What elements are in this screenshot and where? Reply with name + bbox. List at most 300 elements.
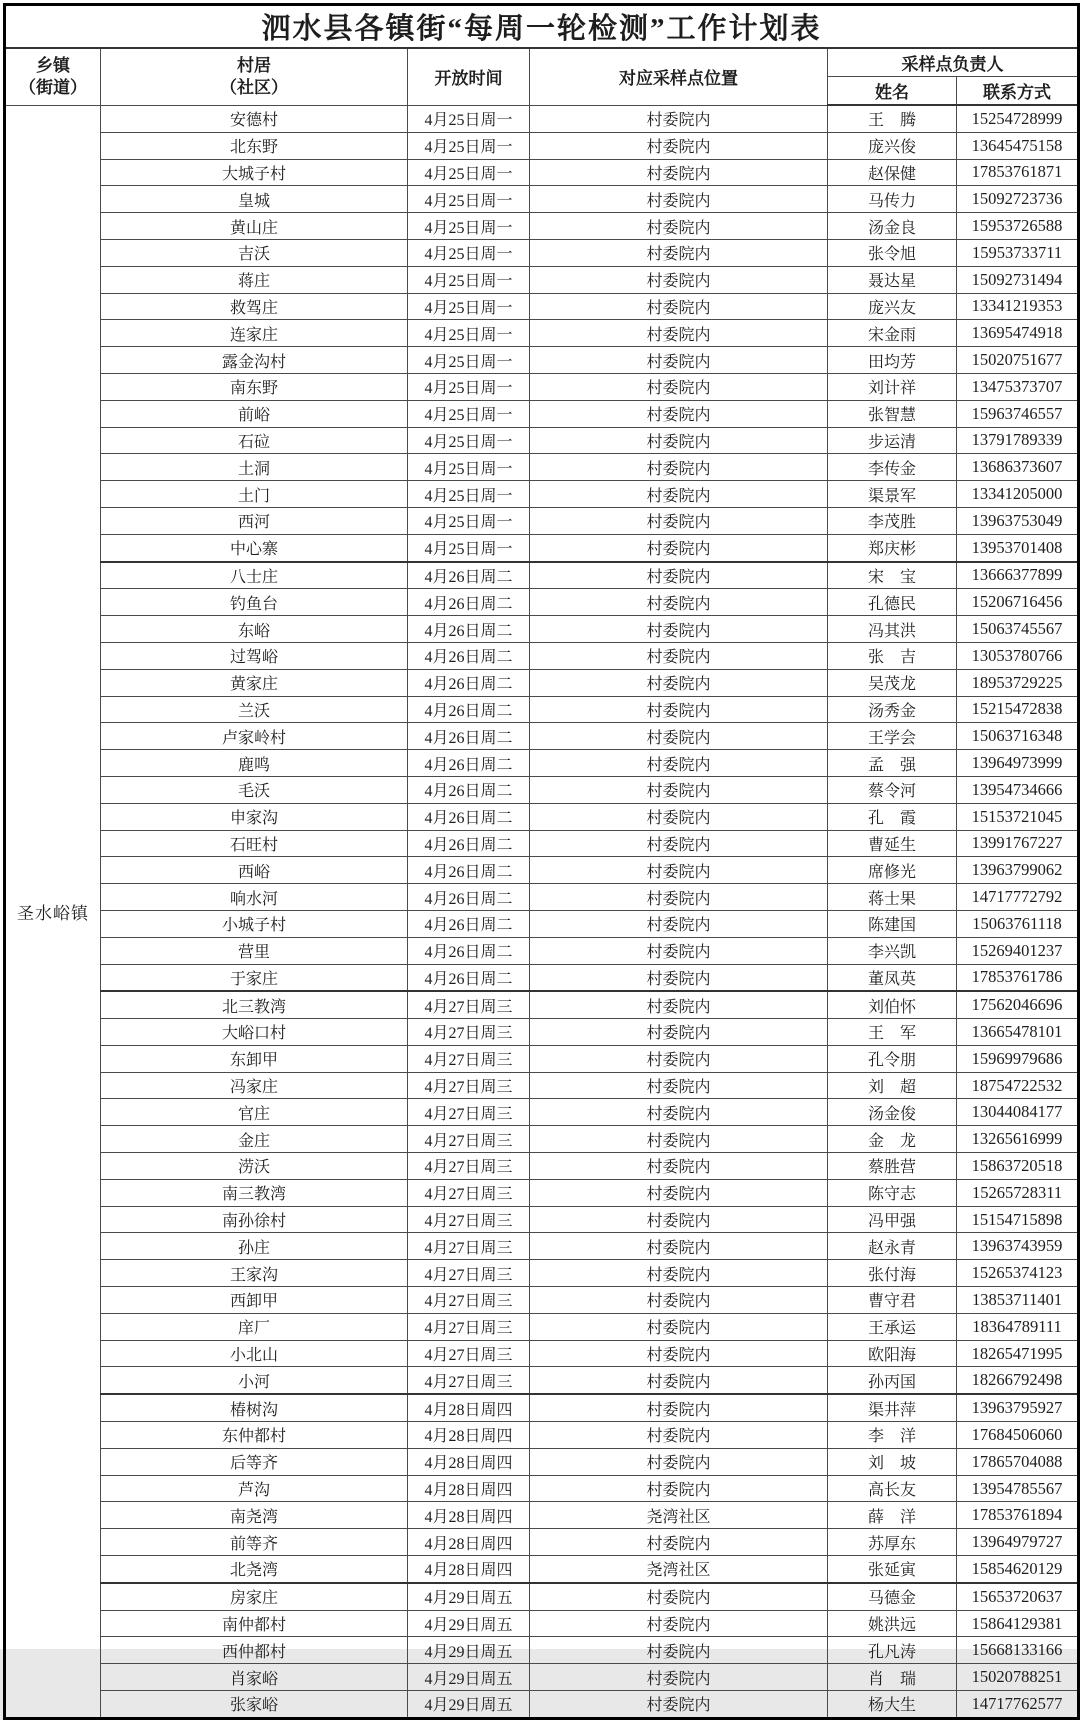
cell-leader-name: 刘计祥 <box>828 373 957 400</box>
cell-phone: 15063761118 <box>957 910 1079 937</box>
table-row <box>5 266 1079 293</box>
cell-phone: 15254728999 <box>957 105 1079 132</box>
cell-phone: 15265728311 <box>957 1179 1079 1206</box>
cell-open-time: 4月25日周一 <box>408 105 530 132</box>
cell-phone: 15953726588 <box>957 213 1079 240</box>
cell-village: 官庄 <box>101 1099 408 1126</box>
cell-phone: 15154715898 <box>957 1206 1079 1233</box>
table-row <box>5 1502 1079 1529</box>
cell-leader-name: 庞兴友 <box>828 293 957 320</box>
cell-phone: 13954734666 <box>957 776 1079 803</box>
cell-open-time: 4月25日周一 <box>408 347 530 374</box>
cell-phone: 15020751677 <box>957 347 1079 374</box>
cell-open-time: 4月26日周二 <box>408 910 530 937</box>
cell-location: 村委院内 <box>530 803 828 830</box>
cell-open-time: 4月26日周二 <box>408 723 530 750</box>
table-row <box>5 1664 1079 1691</box>
cell-village: 金庄 <box>101 1126 408 1153</box>
table-row <box>5 293 1079 320</box>
cell-location: 村委院内 <box>530 105 828 132</box>
cell-village: 皇城 <box>101 186 408 213</box>
table-row <box>5 910 1079 937</box>
cell-open-time: 4月25日周一 <box>408 454 530 481</box>
cell-phone: 17684506060 <box>957 1422 1079 1449</box>
cell-leader-name: 马德金 <box>828 1583 957 1610</box>
cell-phone: 15269401237 <box>957 937 1079 964</box>
cell-location: 村委院内 <box>530 750 828 777</box>
cell-location: 村委院内 <box>530 696 828 723</box>
cell-village: 房家庄 <box>101 1583 408 1610</box>
cell-leader-name: 李兴凯 <box>828 937 957 964</box>
cell-open-time: 4月28日周四 <box>408 1475 530 1502</box>
table-row <box>5 1367 1079 1394</box>
cell-leader-name: 孔凡涛 <box>828 1637 957 1664</box>
cell-village: 申家沟 <box>101 803 408 830</box>
table-row <box>5 589 1079 616</box>
cell-village: 西仲都村 <box>101 1637 408 1664</box>
cell-village: 过驾峪 <box>101 642 408 669</box>
cell-location: 村委院内 <box>530 642 828 669</box>
table-row <box>5 723 1079 750</box>
cell-village: 于家庄 <box>101 964 408 991</box>
table-row <box>5 507 1079 534</box>
cell-phone: 17865704088 <box>957 1448 1079 1475</box>
cell-phone: 13853711401 <box>957 1287 1079 1314</box>
cell-open-time: 4月26日周二 <box>408 616 530 643</box>
cell-leader-name: 欧阳海 <box>828 1340 957 1367</box>
table-row <box>5 159 1079 186</box>
cell-leader-name: 李传金 <box>828 454 957 481</box>
header-township <box>5 48 101 105</box>
cell-leader-name: 孟 强 <box>828 750 957 777</box>
cell-leader-name: 高长友 <box>828 1475 957 1502</box>
cell-leader-name: 蔡胜营 <box>828 1153 957 1180</box>
header-leader-group: 采样点负责人 <box>828 48 1079 77</box>
cell-open-time: 4月28日周四 <box>408 1448 530 1475</box>
cell-village: 小河 <box>101 1367 408 1394</box>
cell-location: 村委院内 <box>530 400 828 427</box>
cell-village: 东仲都村 <box>101 1422 408 1449</box>
cell-village: 椿树沟 <box>101 1394 408 1421</box>
cell-village: 南孙徐村 <box>101 1206 408 1233</box>
cell-open-time: 4月27日周三 <box>408 1126 530 1153</box>
table-row <box>5 400 1079 427</box>
cell-open-time: 4月26日周二 <box>408 803 530 830</box>
cell-location: 村委院内 <box>530 1529 828 1556</box>
cell-phone: 17853761871 <box>957 159 1079 186</box>
cell-village: 张家峪 <box>101 1691 408 1719</box>
cell-village: 大峪口村 <box>101 1019 408 1046</box>
cell-leader-name: 肖 瑞 <box>828 1664 957 1691</box>
cell-phone: 15020788251 <box>957 1664 1079 1691</box>
cell-location: 村委院内 <box>530 884 828 911</box>
cell-phone: 18364789111 <box>957 1313 1079 1340</box>
cell-leader-name: 步运清 <box>828 427 957 454</box>
cell-location: 村委院内 <box>530 1313 828 1340</box>
cell-leader-name: 汤金俊 <box>828 1099 957 1126</box>
table-row <box>5 857 1079 884</box>
cell-village: 毛沃 <box>101 776 408 803</box>
cell-location: 村委院内 <box>530 159 828 186</box>
table-row <box>5 803 1079 830</box>
schedule-table <box>3 3 1080 1720</box>
cell-village: 北三教湾 <box>101 991 408 1018</box>
table-row <box>5 1691 1079 1719</box>
table-row <box>5 991 1079 1018</box>
cell-leader-name: 张付海 <box>828 1260 957 1287</box>
cell-leader-name: 郑庆彬 <box>828 534 957 561</box>
cell-leader-name: 金 龙 <box>828 1126 957 1153</box>
cell-village: 营里 <box>101 937 408 964</box>
cell-open-time: 4月26日周二 <box>408 937 530 964</box>
cell-leader-name: 刘 坡 <box>828 1448 957 1475</box>
cell-leader-name: 赵永青 <box>828 1233 957 1260</box>
cell-village: 卢家岭村 <box>101 723 408 750</box>
cell-phone: 15206716456 <box>957 589 1079 616</box>
cell-village: 土门 <box>101 481 408 508</box>
cell-leader-name: 张 吉 <box>828 642 957 669</box>
cell-village: 石旺村 <box>101 830 408 857</box>
cell-open-time: 4月27日周三 <box>408 1072 530 1099</box>
cell-location: 村委院内 <box>530 1045 828 1072</box>
cell-village: 东卸甲 <box>101 1045 408 1072</box>
cell-village: 东峪 <box>101 616 408 643</box>
cell-location: 尧湾社区 <box>530 1556 828 1583</box>
header-village-line1: 村居 <box>237 55 271 75</box>
cell-leader-name: 陈守志 <box>828 1179 957 1206</box>
cell-open-time: 4月26日周二 <box>408 964 530 991</box>
table-row <box>5 696 1079 723</box>
cell-leader-name: 庞兴俊 <box>828 132 957 159</box>
cell-location: 村委院内 <box>530 213 828 240</box>
cell-village: 小北山 <box>101 1340 408 1367</box>
cell-phone: 13666377899 <box>957 562 1079 589</box>
cell-open-time: 4月26日周二 <box>408 589 530 616</box>
cell-location: 村委院内 <box>530 1072 828 1099</box>
cell-location: 村委院内 <box>530 1610 828 1637</box>
cell-open-time: 4月28日周四 <box>408 1556 530 1583</box>
cell-phone: 13991767227 <box>957 830 1079 857</box>
cell-location: 村委院内 <box>530 1153 828 1180</box>
header-row-top <box>5 48 1079 77</box>
cell-village: 南三教湾 <box>101 1179 408 1206</box>
cell-location: 村委院内 <box>530 1637 828 1664</box>
cell-open-time: 4月25日周一 <box>408 507 530 534</box>
cell-village: 西河 <box>101 507 408 534</box>
cell-open-time: 4月28日周四 <box>408 1394 530 1421</box>
cell-location: 村委院内 <box>530 1583 828 1610</box>
cell-village: 南仲都村 <box>101 1610 408 1637</box>
cell-leader-name: 吴茂龙 <box>828 669 957 696</box>
cell-location: 村委院内 <box>530 910 828 937</box>
cell-leader-name: 孙丙国 <box>828 1367 957 1394</box>
cell-open-time: 4月29日周五 <box>408 1610 530 1637</box>
cell-open-time: 4月26日周二 <box>408 642 530 669</box>
cell-village: 露金沟村 <box>101 347 408 374</box>
table-row <box>5 1153 1079 1180</box>
table-row <box>5 105 1079 132</box>
table-body <box>5 105 1079 1718</box>
cell-village: 黄家庄 <box>101 669 408 696</box>
table-row <box>5 454 1079 481</box>
table-row <box>5 132 1079 159</box>
table-row <box>5 1099 1079 1126</box>
cell-village: 南尧湾 <box>101 1502 408 1529</box>
cell-location: 村委院内 <box>530 723 828 750</box>
table-row <box>5 1233 1079 1260</box>
cell-phone: 18754722532 <box>957 1072 1079 1099</box>
cell-village: 大城子村 <box>101 159 408 186</box>
cell-open-time: 4月27日周三 <box>408 1287 530 1314</box>
cell-location: 尧湾社区 <box>530 1502 828 1529</box>
cell-village: 后等齐 <box>101 1448 408 1475</box>
cell-phone: 13953701408 <box>957 534 1079 561</box>
cell-leader-name: 张智慧 <box>828 400 957 427</box>
table-row <box>5 1529 1079 1556</box>
table-row <box>5 830 1079 857</box>
cell-leader-name: 王承运 <box>828 1313 957 1340</box>
table-row <box>5 616 1079 643</box>
cell-village: 石砬 <box>101 427 408 454</box>
header-village <box>101 48 408 105</box>
cell-leader-name: 张令旭 <box>828 239 957 266</box>
cell-village: 兰沃 <box>101 696 408 723</box>
cell-location: 村委院内 <box>530 373 828 400</box>
cell-leader-name: 孔令朋 <box>828 1045 957 1072</box>
cell-leader-name: 薛 洋 <box>828 1502 957 1529</box>
table-row <box>5 347 1079 374</box>
cell-leader-name: 王 军 <box>828 1019 957 1046</box>
cell-location: 村委院内 <box>530 937 828 964</box>
cell-location: 村委院内 <box>530 1126 828 1153</box>
cell-phone: 13341219353 <box>957 293 1079 320</box>
cell-leader-name: 陈建国 <box>828 910 957 937</box>
cell-leader-name: 孔 霞 <box>828 803 957 830</box>
cell-open-time: 4月27日周三 <box>408 1260 530 1287</box>
cell-phone: 13963753049 <box>957 507 1079 534</box>
cell-township: 圣水峪镇 <box>5 105 101 1718</box>
header-leader-contact: 联系方式 <box>957 77 1079 106</box>
cell-leader-name: 汤秀金 <box>828 696 957 723</box>
cell-open-time: 4月26日周二 <box>408 776 530 803</box>
cell-village: 庠厂 <box>101 1313 408 1340</box>
page-title: 泗水县各镇街“每周一轮检测”工作计划表 <box>5 5 1079 49</box>
cell-location: 村委院内 <box>530 1206 828 1233</box>
cell-open-time: 4月25日周一 <box>408 293 530 320</box>
cell-phone: 15653720637 <box>957 1583 1079 1610</box>
cell-location: 村委院内 <box>530 1422 828 1449</box>
table-row <box>5 562 1079 589</box>
cell-open-time: 4月28日周四 <box>408 1529 530 1556</box>
table-row <box>5 1126 1079 1153</box>
cell-location: 村委院内 <box>530 1691 828 1719</box>
cell-leader-name: 苏厚东 <box>828 1529 957 1556</box>
cell-location: 村委院内 <box>530 589 828 616</box>
table-row <box>5 750 1079 777</box>
cell-open-time: 4月25日周一 <box>408 186 530 213</box>
cell-location: 村委院内 <box>530 1448 828 1475</box>
cell-phone: 15153721045 <box>957 803 1079 830</box>
header-township-line1: 乡镇 <box>36 55 70 75</box>
cell-open-time: 4月27日周三 <box>408 1340 530 1367</box>
cell-open-time: 4月26日周二 <box>408 830 530 857</box>
table-row <box>5 669 1079 696</box>
cell-village: 小城子村 <box>101 910 408 937</box>
cell-phone: 14717762577 <box>957 1691 1079 1719</box>
cell-phone: 13963743959 <box>957 1233 1079 1260</box>
cell-open-time: 4月27日周三 <box>408 1206 530 1233</box>
cell-location: 村委院内 <box>530 1340 828 1367</box>
cell-open-time: 4月25日周一 <box>408 427 530 454</box>
cell-location: 村委院内 <box>530 857 828 884</box>
cell-phone: 15092723736 <box>957 186 1079 213</box>
table-row <box>5 1448 1079 1475</box>
cell-phone: 13964973999 <box>957 750 1079 777</box>
cell-leader-name: 李 洋 <box>828 1422 957 1449</box>
cell-village: 钓鱼台 <box>101 589 408 616</box>
cell-phone: 15215472838 <box>957 696 1079 723</box>
cell-leader-name: 渠景军 <box>828 481 957 508</box>
cell-open-time: 4月25日周一 <box>408 400 530 427</box>
cell-open-time: 4月29日周五 <box>408 1664 530 1691</box>
cell-phone: 13044084177 <box>957 1099 1079 1126</box>
cell-location: 村委院内 <box>530 266 828 293</box>
cell-location: 村委院内 <box>530 1233 828 1260</box>
cell-open-time: 4月26日周二 <box>408 562 530 589</box>
cell-open-time: 4月26日周二 <box>408 696 530 723</box>
cell-location: 村委院内 <box>530 534 828 561</box>
cell-leader-name: 冯其洪 <box>828 616 957 643</box>
cell-village: 芦沟 <box>101 1475 408 1502</box>
cell-open-time: 4月25日周一 <box>408 132 530 159</box>
cell-phone: 13791789339 <box>957 427 1079 454</box>
cell-phone: 13341205000 <box>957 481 1079 508</box>
cell-open-time: 4月27日周三 <box>408 1153 530 1180</box>
cell-village: 安德村 <box>101 105 408 132</box>
table-row <box>5 186 1079 213</box>
cell-phone: 13954785567 <box>957 1475 1079 1502</box>
table-row <box>5 1610 1079 1637</box>
cell-open-time: 4月28日周四 <box>408 1502 530 1529</box>
cell-village: 蒋庄 <box>101 266 408 293</box>
cell-village: 肖家峪 <box>101 1664 408 1691</box>
cell-open-time: 4月29日周五 <box>408 1583 530 1610</box>
cell-open-time: 4月25日周一 <box>408 320 530 347</box>
cell-phone: 15864129381 <box>957 1610 1079 1637</box>
cell-village: 响水河 <box>101 884 408 911</box>
cell-location: 村委院内 <box>530 454 828 481</box>
table-row <box>5 427 1079 454</box>
cell-phone: 13645475158 <box>957 132 1079 159</box>
cell-phone: 17853761786 <box>957 964 1079 991</box>
cell-phone: 13963799062 <box>957 857 1079 884</box>
cell-location: 村委院内 <box>530 562 828 589</box>
cell-location: 村委院内 <box>530 427 828 454</box>
cell-open-time: 4月27日周三 <box>408 1367 530 1394</box>
table-row <box>5 1475 1079 1502</box>
header-location: 对应采样点位置 <box>530 48 828 105</box>
cell-open-time: 4月25日周一 <box>408 213 530 240</box>
cell-village: 北东野 <box>101 132 408 159</box>
cell-village: 土洞 <box>101 454 408 481</box>
cell-open-time: 4月25日周一 <box>408 159 530 186</box>
cell-phone: 15092731494 <box>957 266 1079 293</box>
cell-village: 涝沃 <box>101 1153 408 1180</box>
header-leader-name: 姓名 <box>828 77 957 106</box>
cell-location: 村委院内 <box>530 1099 828 1126</box>
cell-open-time: 4月27日周三 <box>408 1045 530 1072</box>
cell-phone: 13053780766 <box>957 642 1079 669</box>
header-open-time: 开放时间 <box>408 48 530 105</box>
cell-village: 王家沟 <box>101 1260 408 1287</box>
cell-location: 村委院内 <box>530 776 828 803</box>
cell-open-time: 4月27日周三 <box>408 1313 530 1340</box>
cell-open-time: 4月25日周一 <box>408 373 530 400</box>
cell-phone: 15668133166 <box>957 1637 1079 1664</box>
cell-leader-name: 张延寅 <box>828 1556 957 1583</box>
cell-leader-name: 赵保健 <box>828 159 957 186</box>
table-row <box>5 1260 1079 1287</box>
table-row <box>5 1422 1079 1449</box>
cell-location: 村委院内 <box>530 132 828 159</box>
cell-leader-name: 马传力 <box>828 186 957 213</box>
cell-leader-name: 田均芳 <box>828 347 957 374</box>
table-row <box>5 776 1079 803</box>
cell-location: 村委院内 <box>530 507 828 534</box>
cell-location: 村委院内 <box>530 1394 828 1421</box>
cell-village: 北尧湾 <box>101 1556 408 1583</box>
cell-location: 村委院内 <box>530 1287 828 1314</box>
cell-phone: 15063745567 <box>957 616 1079 643</box>
cell-leader-name: 姚洪远 <box>828 1610 957 1637</box>
cell-location: 村委院内 <box>530 1179 828 1206</box>
cell-leader-name: 席修光 <box>828 857 957 884</box>
table-row <box>5 1340 1079 1367</box>
cell-location: 村委院内 <box>530 991 828 1018</box>
cell-leader-name: 王 腾 <box>828 105 957 132</box>
cell-leader-name: 刘 超 <box>828 1072 957 1099</box>
table-row <box>5 1287 1079 1314</box>
cell-open-time: 4月27日周三 <box>408 1099 530 1126</box>
cell-leader-name: 蒋士果 <box>828 884 957 911</box>
cell-location: 村委院内 <box>530 964 828 991</box>
cell-phone: 13963795927 <box>957 1394 1079 1421</box>
cell-village: 西卸甲 <box>101 1287 408 1314</box>
header-township-line2: （街道） <box>19 77 87 97</box>
table-row <box>5 320 1079 347</box>
cell-phone: 13265616999 <box>957 1126 1079 1153</box>
table-row <box>5 1019 1079 1046</box>
cell-open-time: 4月25日周一 <box>408 239 530 266</box>
cell-open-time: 4月27日周三 <box>408 1179 530 1206</box>
cell-phone: 14717772792 <box>957 884 1079 911</box>
cell-phone: 15953733711 <box>957 239 1079 266</box>
table-row <box>5 964 1079 991</box>
cell-open-time: 4月26日周二 <box>408 857 530 884</box>
cell-leader-name: 李茂胜 <box>828 507 957 534</box>
cell-leader-name: 刘伯怀 <box>828 991 957 1018</box>
table-row <box>5 1179 1079 1206</box>
table-row <box>5 1394 1079 1421</box>
table-row <box>5 1583 1079 1610</box>
cell-phone: 15854620129 <box>957 1556 1079 1583</box>
cell-village: 救驾庄 <box>101 293 408 320</box>
cell-location: 村委院内 <box>530 347 828 374</box>
table-row <box>5 884 1079 911</box>
cell-leader-name: 汤金良 <box>828 213 957 240</box>
cell-leader-name: 渠井萍 <box>828 1394 957 1421</box>
cell-phone: 13695474918 <box>957 320 1079 347</box>
